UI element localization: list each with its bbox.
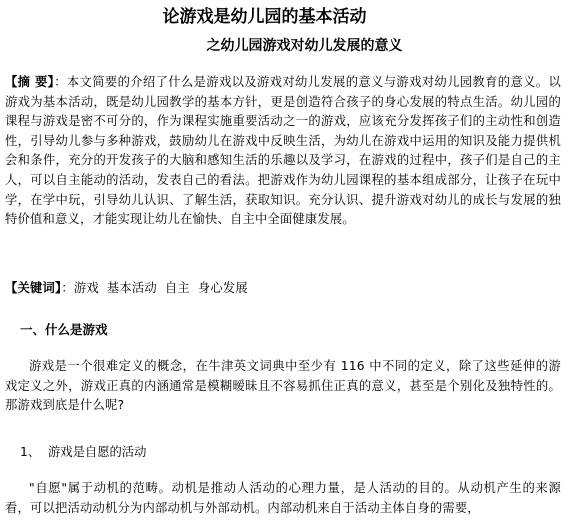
keyword-item: 自主 — [164, 281, 190, 295]
abstract-paragraph — [5, 73, 561, 230]
subsection-body-paragraph: "自愿"属于动机的范畴。动机是推动人活动的心理力量，是人活动的目的。从动机产生的来源看，可以把活动动机分为内部动机与外部动机。内部动机来自于活动主体自身的需要， — [5, 481, 561, 515]
abstract-label: 【摘 要】 — [5, 75, 55, 89]
keyword-item: 基本活动 — [106, 281, 157, 295]
section-body-paragraph: 游戏是一个很难定义的概念，在牛津英文词典中至少有 116 中不同的定义，除了这些延伸的游戏定义之外，游戏正真的内涵通常是模糊暧昧且不容易抓住正真的意义，甚至是个别化及独特性的。那游戏到底是什么呢? — [5, 359, 561, 413]
keywords-label: 【关键词】 — [5, 281, 62, 295]
keywords-colon: ： — [61, 281, 74, 295]
document-title: 论游戏是幼儿园的基本活动 — [162, 7, 367, 27]
keywords-paragraph — [5, 279, 561, 299]
section-heading: 一、什么是游戏 — [20, 322, 108, 337]
abstract-text: ：本文简要的介绍了什么是游戏以及游戏对幼儿发展的意义与游戏对幼儿园教育的意义。以游戏为基本活动，既是幼儿园教学的基本方针，更是创造符合孩子的身心发展的特点生活。幼儿园的课程与游戏是密不可分的，作为课程实施重要活动之一的游戏，应该充分发挥孩子们的主动性和创造性，引导幼儿参与多种游戏，鼓励幼儿在游戏中反映生活，为幼儿在游戏中运用的知识及能力提供机会和条件，充分的开发孩子的大脑和感知生活的乐趣以及学习，在游戏的过程中，孩子们是自己的主人，可以自主能动的活动，发表自己的看法。把游戏作为幼儿园课程的基本组成部分，让孩子在玩中学，在学中玩，引导幼儿认识、了解生活，获取知识。充分认识、提升游戏对幼儿的成长与发展的独特价值和意义，才能实现让幼儿在愉快、自主中全面健康发展。 — [5, 75, 561, 227]
document-subtitle: 之幼儿园游戏对幼儿发展的意义 — [206, 38, 403, 54]
subsection-heading-text: 游戏是自愿的活动 — [48, 445, 147, 459]
keyword-item: 游戏 — [73, 281, 99, 295]
subsection-heading — [20, 443, 146, 461]
subsection-number: 1、 — [20, 445, 41, 459]
keyword-item: 身心发展 — [197, 281, 248, 295]
